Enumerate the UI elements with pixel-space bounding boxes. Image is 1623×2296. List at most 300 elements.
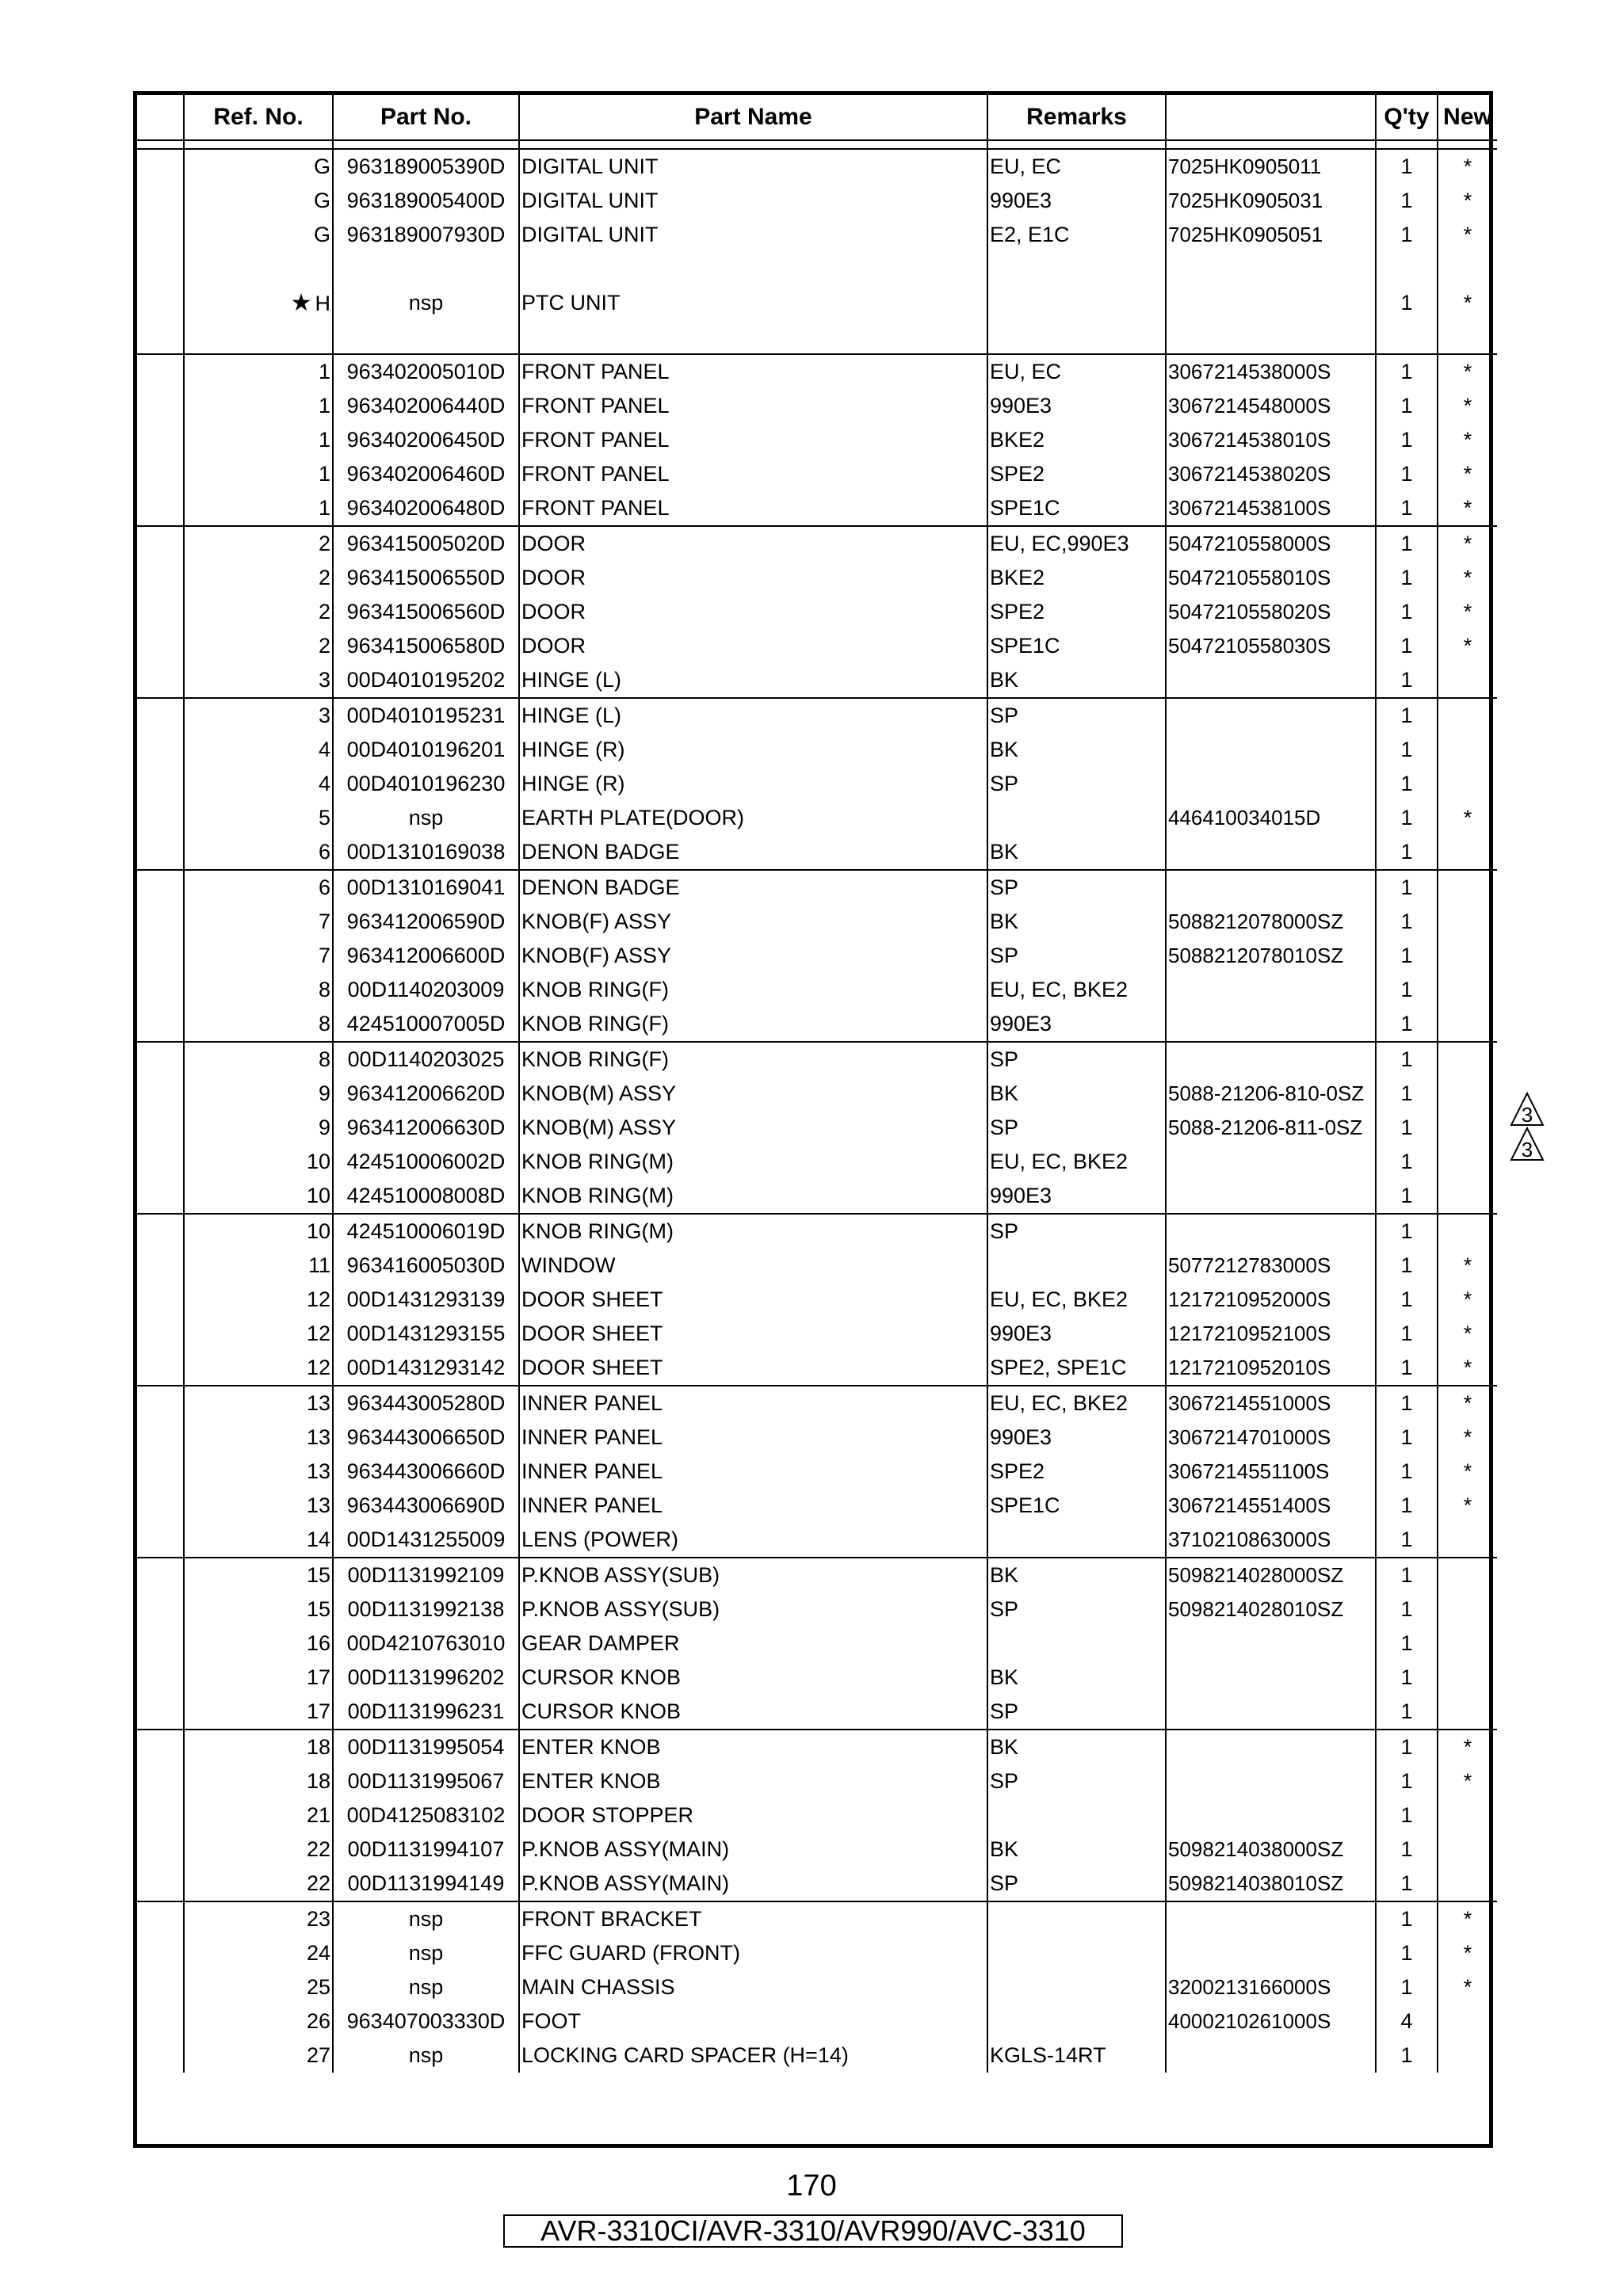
new-mark-cell	[1438, 1627, 1497, 1661]
part-name-cell: KNOB(M) ASSY	[519, 1111, 987, 1145]
ref-no-text: 1	[318, 360, 330, 383]
code-cell	[1166, 1764, 1376, 1798]
ref-no-cell	[184, 1179, 333, 1214]
row-blank-cell	[137, 1421, 184, 1455]
table-row	[137, 561, 1497, 595]
remarks-cell: EU, EC, BKE2	[987, 1145, 1166, 1179]
row-blank-cell	[137, 767, 184, 801]
part-name-cell: INNER PANEL	[519, 1455, 987, 1489]
row-blank-cell	[137, 1042, 184, 1077]
code-cell	[1166, 1214, 1376, 1249]
remarks-cell: EU, EC,990E3	[987, 526, 1166, 561]
remarks-cell: BK	[987, 835, 1166, 870]
table-body	[137, 149, 1497, 2073]
ref-no-text: G	[313, 223, 330, 246]
new-mark-cell: *	[1438, 354, 1497, 389]
new-mark-cell	[1438, 2004, 1497, 2039]
ref-no-text: 12	[306, 1287, 330, 1311]
remarks-cell: EU, EC, BKE2	[987, 973, 1166, 1007]
part-number-cell: 963412006620D	[333, 1077, 519, 1111]
part-number-cell: 00D1431293139	[333, 1283, 519, 1317]
table-row	[137, 218, 1497, 252]
table-row	[137, 1214, 1497, 1249]
part-number-cell: 963415006580D	[333, 629, 519, 663]
row-blank-cell	[137, 1798, 184, 1833]
ref-no-cell	[184, 149, 333, 184]
ref-no-text: 2	[318, 532, 330, 555]
table-row	[137, 1523, 1497, 1558]
part-name-cell: FRONT PANEL	[519, 354, 987, 389]
remarks-cell	[987, 1523, 1166, 1558]
ref-no-text: 14	[306, 1527, 330, 1551]
table-row	[137, 870, 1497, 905]
row-blank-cell	[137, 2039, 184, 2073]
qty-cell: 1	[1376, 526, 1438, 561]
ref-no-cell	[184, 1007, 333, 1042]
ref-no-cell	[184, 870, 333, 905]
remarks-cell: BK	[987, 733, 1166, 767]
row-blank-cell	[137, 1179, 184, 1214]
ref-no-cell	[184, 595, 333, 629]
new-mark-cell: *	[1463, 462, 1472, 486]
revision-triangle-icon	[1511, 1128, 1543, 1161]
part-name-cell: DIGITAL UNIT	[519, 218, 987, 252]
ref-no-text: 3	[318, 668, 330, 692]
table-row	[137, 526, 1497, 561]
part-name-cell: ENTER KNOB	[519, 1730, 987, 1764]
ref-no-text: 12	[306, 1322, 330, 1345]
part-number-cell: nsp	[333, 2039, 519, 2073]
qty-cell: 1	[1376, 1764, 1438, 1798]
code-cell	[1166, 973, 1376, 1007]
new-mark-cell: *	[1463, 1253, 1472, 1277]
table-row	[137, 1042, 1497, 1077]
row-blank-cell	[137, 939, 184, 973]
part-number-cell: 424510007005D	[333, 1007, 519, 1042]
part-name-cell: EARTH PLATE(DOOR)	[519, 801, 987, 835]
part-number-cell: nsp	[333, 1970, 519, 2004]
qty-cell: 1	[1376, 801, 1438, 835]
ref-no-cell	[184, 2004, 333, 2039]
qty-cell: 1	[1376, 1592, 1438, 1627]
table-row	[137, 252, 1497, 354]
ref-no-text: 9	[318, 1116, 330, 1139]
table-row	[137, 2004, 1497, 2039]
new-mark-cell: *	[1463, 1356, 1472, 1379]
code-cell	[1166, 663, 1376, 698]
new-mark-cell: *	[1463, 1425, 1472, 1449]
part-number-cell: 00D1131994149	[333, 1867, 519, 1901]
table-row	[137, 491, 1497, 526]
part-number-cell: 00D1131996202	[333, 1661, 519, 1695]
code-cell: 5088-21206-810-0SZ	[1166, 1077, 1376, 1111]
ref-no-cell	[184, 1283, 333, 1317]
part-number-cell: 00D1131992109	[333, 1558, 519, 1592]
new-mark-cell: *	[1463, 223, 1472, 246]
ref-no-cell	[184, 698, 333, 733]
ref-no-cell	[184, 389, 333, 423]
ref-no-cell	[184, 526, 333, 561]
remarks-cell: SP	[987, 1042, 1166, 1077]
new-mark-cell: *	[1463, 1941, 1472, 1965]
ref-no-text: 10	[306, 1219, 330, 1243]
new-mark-cell	[1438, 1111, 1497, 1145]
qty-cell: 1	[1376, 905, 1438, 939]
new-mark-cell: *	[1463, 1287, 1472, 1311]
part-name-cell: INNER PANEL	[519, 1489, 987, 1523]
part-name-cell: DOOR SHEET	[519, 1283, 987, 1317]
qty-cell: 1	[1376, 1867, 1438, 1901]
code-cell	[1166, 767, 1376, 801]
row-blank-cell	[137, 1661, 184, 1695]
new-mark-cell: *	[1463, 1322, 1472, 1345]
row-blank-cell	[137, 1351, 184, 1386]
remarks-cell: SP	[987, 870, 1166, 905]
part-name-cell: FRONT BRACKET	[519, 1901, 987, 1936]
new-mark-cell	[1438, 1867, 1497, 1901]
part-name-cell: KNOB RING(F)	[519, 973, 987, 1007]
remarks-cell: 990E3	[987, 1179, 1166, 1214]
new-mark-cell	[1438, 973, 1497, 1007]
table-row	[137, 1730, 1497, 1764]
new-mark-cell	[1438, 1592, 1497, 1627]
table-row	[137, 1249, 1497, 1283]
header-qty: Q'ty	[1376, 95, 1438, 140]
code-cell: 3067214538020S	[1166, 457, 1376, 491]
part-number-cell: nsp	[333, 252, 519, 354]
table-row	[137, 2039, 1497, 2073]
code-cell: 5047210558030S	[1166, 629, 1376, 663]
remarks-cell: BK	[987, 905, 1166, 939]
row-blank-cell	[137, 354, 184, 389]
code-cell	[1166, 1901, 1376, 1936]
table-row	[137, 939, 1497, 973]
part-number-cell: 00D4010195231	[333, 698, 519, 733]
part-name-cell: FRONT PANEL	[519, 423, 987, 457]
model-name-box: AVR-3310CI/AVR-3310/AVR990/AVC-3310	[503, 2214, 1123, 2248]
table-row	[137, 1867, 1497, 1901]
row-blank-cell	[137, 1695, 184, 1730]
qty-cell: 1	[1376, 870, 1438, 905]
qty-cell: 1	[1376, 973, 1438, 1007]
part-name-cell: DOOR STOPPER	[519, 1798, 987, 1833]
row-blank-cell	[137, 905, 184, 939]
part-number-cell: 963402006440D	[333, 389, 519, 423]
part-name-cell: KNOB RING(M)	[519, 1179, 987, 1214]
row-blank-cell	[137, 1249, 184, 1283]
revision-triangle-icon	[1511, 1093, 1543, 1127]
ref-no-text: 9	[318, 1081, 330, 1105]
row-blank-cell	[137, 2004, 184, 2039]
part-name-cell: KNOB RING(F)	[519, 1007, 987, 1042]
code-cell: 1217210952100S	[1166, 1317, 1376, 1351]
part-number-cell: 424510006002D	[333, 1145, 519, 1179]
remarks-cell: BK	[987, 1077, 1166, 1111]
ref-no-text: 17	[306, 1665, 330, 1689]
qty-cell: 1	[1376, 1901, 1438, 1936]
remarks-cell: SPE2, SPE1C	[987, 1351, 1166, 1386]
new-mark-cell: *	[1438, 1386, 1497, 1421]
new-mark-cell: *	[1463, 1493, 1472, 1517]
remarks-cell: SP	[987, 1214, 1166, 1249]
part-number-cell: 00D1140203009	[333, 973, 519, 1007]
ref-no-cell	[184, 1523, 333, 1558]
table-row	[137, 835, 1497, 870]
ref-no-text: 10	[306, 1184, 330, 1207]
remarks-cell: EU, EC, BKE2	[987, 1386, 1166, 1421]
qty-cell: 1	[1376, 1455, 1438, 1489]
ref-no-text: 13	[306, 1391, 330, 1415]
header-part-no: Part No.	[333, 95, 519, 140]
part-name-cell: DOOR	[519, 561, 987, 595]
part-name-cell: P.KNOB ASSY(SUB)	[519, 1592, 987, 1627]
part-number-cell: 963402006480D	[333, 491, 519, 526]
code-cell	[1166, 733, 1376, 767]
remarks-cell: SP	[987, 1695, 1166, 1730]
table-header-row	[137, 95, 1497, 140]
remarks-cell: E2, E1C	[987, 218, 1166, 252]
ref-no-cell	[184, 1214, 333, 1249]
part-name-cell: P.KNOB ASSY(MAIN)	[519, 1833, 987, 1867]
new-mark-cell	[1438, 870, 1497, 905]
new-mark-cell	[1438, 905, 1497, 939]
row-blank-cell	[137, 1730, 184, 1764]
safety-star-icon: ★	[290, 289, 312, 316]
remarks-cell: 990E3	[987, 389, 1166, 423]
ref-no-cell	[184, 801, 333, 835]
ref-no-text: 4	[318, 772, 330, 795]
ref-no-text: 1	[318, 462, 330, 486]
qty-cell: 1	[1376, 1007, 1438, 1042]
part-number-cell: 00D1431293155	[333, 1317, 519, 1351]
part-number-cell: 00D1131992138	[333, 1592, 519, 1627]
table-row	[137, 1145, 1497, 1179]
ref-no-text: 2	[318, 634, 330, 658]
row-blank-cell	[137, 1970, 184, 2004]
ref-no-cell	[184, 1077, 333, 1111]
code-cell	[1166, 870, 1376, 905]
qty-cell: 1	[1376, 698, 1438, 733]
ref-no-text: G	[313, 189, 330, 212]
page-number: 170	[786, 2169, 837, 2203]
ref-no-text: 7	[318, 910, 330, 933]
remarks-cell: BKE2	[987, 423, 1166, 457]
code-cell: 3067214551400S	[1166, 1489, 1376, 1523]
table-row	[137, 1077, 1497, 1111]
code-cell: 7025HK0905031	[1166, 184, 1376, 218]
part-number-cell: 963412006600D	[333, 939, 519, 973]
part-number-cell: 963189005400D	[333, 184, 519, 218]
qty-cell: 1	[1376, 1214, 1438, 1249]
part-number-cell: 963402006460D	[333, 457, 519, 491]
code-cell: 5098214028010SZ	[1166, 1592, 1376, 1627]
ref-no-text: 7	[318, 944, 330, 967]
qty-cell: 1	[1376, 1145, 1438, 1179]
remarks-cell: BK	[987, 1730, 1166, 1764]
new-mark-cell	[1438, 767, 1497, 801]
remarks-cell: SPE2	[987, 1455, 1166, 1489]
remarks-cell: BKE2	[987, 561, 1166, 595]
ref-no-cell	[184, 733, 333, 767]
qty-cell: 1	[1376, 1833, 1438, 1867]
new-mark-cell	[1438, 1042, 1497, 1077]
ref-no-text: 4	[318, 738, 330, 761]
table-row	[137, 1592, 1497, 1627]
ref-no-text: 2	[318, 566, 330, 589]
table-row	[137, 389, 1497, 423]
new-mark-cell	[1438, 733, 1497, 767]
row-blank-cell	[137, 1317, 184, 1351]
part-name-cell: GEAR DAMPER	[519, 1627, 987, 1661]
ref-no-cell	[184, 1764, 333, 1798]
part-number-cell: 00D1310169041	[333, 870, 519, 905]
part-name-cell: DOOR	[519, 595, 987, 629]
part-name-cell: P.KNOB ASSY(SUB)	[519, 1558, 987, 1592]
part-number-cell: 00D1131994107	[333, 1833, 519, 1867]
row-blank-cell	[137, 1592, 184, 1627]
code-cell: 5098214028000SZ	[1166, 1558, 1376, 1592]
ref-no-cell	[184, 561, 333, 595]
row-blank-cell	[137, 1867, 184, 1901]
part-number-cell: 00D1310169038	[333, 835, 519, 870]
qty-cell: 1	[1376, 1317, 1438, 1351]
code-cell: 7025HK0905011	[1166, 149, 1376, 184]
code-cell	[1166, 1042, 1376, 1077]
row-blank-cell	[137, 252, 184, 354]
code-cell: 3067214548000S	[1166, 389, 1376, 423]
new-mark-cell	[1438, 1833, 1497, 1867]
ref-no-cell	[184, 1627, 333, 1661]
ref-no-text: 16	[306, 1631, 330, 1655]
remarks-cell: SPE1C	[987, 491, 1166, 526]
header-spacer-row	[137, 140, 1497, 149]
qty-cell: 1	[1376, 1042, 1438, 1077]
code-cell: 3710210863000S	[1166, 1523, 1376, 1558]
row-blank-cell	[137, 1111, 184, 1145]
part-number-cell: 00D1431293142	[333, 1351, 519, 1386]
code-cell: 5088212078000SZ	[1166, 905, 1376, 939]
part-number-cell: 963189005390D	[333, 149, 519, 184]
row-blank-cell	[137, 1489, 184, 1523]
row-blank-cell	[137, 1283, 184, 1317]
table-row	[137, 905, 1497, 939]
part-number-cell: 963415006550D	[333, 561, 519, 595]
part-number-cell: nsp	[333, 801, 519, 835]
remarks-cell: 990E3	[987, 1007, 1166, 1042]
part-number-cell: 00D1140203025	[333, 1042, 519, 1077]
new-mark-cell	[1438, 1007, 1497, 1042]
part-number-cell: 00D1131995054	[333, 1730, 519, 1764]
table-row	[137, 629, 1497, 663]
part-name-cell: HINGE (L)	[519, 663, 987, 698]
qty-cell: 4	[1376, 2004, 1438, 2039]
qty-cell: 1	[1376, 1627, 1438, 1661]
ref-no-text: 1	[318, 428, 330, 452]
part-number-cell: 00D1131995067	[333, 1764, 519, 1798]
row-blank-cell	[137, 1145, 184, 1179]
qty-cell: 1	[1376, 1111, 1438, 1145]
remarks-cell	[987, 1627, 1166, 1661]
row-blank-cell	[137, 595, 184, 629]
part-number-cell: 00D4125083102	[333, 1798, 519, 1833]
row-blank-cell	[137, 973, 184, 1007]
qty-cell: 1	[1376, 423, 1438, 457]
ref-no-cell	[184, 905, 333, 939]
new-mark-cell: *	[1463, 496, 1472, 520]
new-mark-cell: *	[1438, 1730, 1497, 1764]
table-row	[137, 1936, 1497, 1970]
part-name-cell: CURSOR KNOB	[519, 1661, 987, 1695]
header-code	[1166, 95, 1376, 140]
ref-no-cell	[184, 1833, 333, 1867]
table-row	[137, 1283, 1497, 1317]
ref-no-text: 26	[306, 2009, 330, 2033]
part-number-cell: 963443006690D	[333, 1489, 519, 1523]
ref-no-cell	[184, 1558, 333, 1592]
qty-cell: 1	[1376, 561, 1438, 595]
ref-no-cell	[184, 252, 333, 354]
ref-no-text: 6	[318, 840, 330, 864]
ref-no-cell	[184, 1936, 333, 1970]
row-blank-cell	[137, 218, 184, 252]
row-blank-cell	[137, 1523, 184, 1558]
row-blank-cell	[137, 1077, 184, 1111]
code-cell	[1166, 1145, 1376, 1179]
row-blank-cell	[137, 1833, 184, 1867]
ref-no-cell	[184, 1592, 333, 1627]
qty-cell: 1	[1376, 1730, 1438, 1764]
code-cell: 5047210558020S	[1166, 595, 1376, 629]
row-blank-cell	[137, 663, 184, 698]
revision-marks	[1510, 1092, 1545, 1163]
row-blank-cell	[137, 1214, 184, 1249]
part-number-cell: 963402005010D	[333, 354, 519, 389]
ref-no-text: 21	[306, 1803, 330, 1827]
qty-cell: 1	[1376, 457, 1438, 491]
table-row	[137, 973, 1497, 1007]
part-number-cell: 963443006650D	[333, 1421, 519, 1455]
ref-no-text: H	[315, 291, 330, 315]
table-row	[137, 1351, 1497, 1386]
part-number-cell: nsp	[333, 1936, 519, 1970]
part-number-cell: 00D4210763010	[333, 1627, 519, 1661]
remarks-cell: BK	[987, 663, 1166, 698]
qty-cell: 1	[1376, 1936, 1438, 1970]
qty-cell: 1	[1376, 629, 1438, 663]
row-blank-cell	[137, 733, 184, 767]
ref-no-text: 22	[306, 1837, 330, 1861]
part-number-cell: nsp	[333, 1901, 519, 1936]
part-name-cell: P.KNOB ASSY(MAIN)	[519, 1867, 987, 1901]
part-number-cell: 00D4010196230	[333, 767, 519, 801]
remarks-cell	[987, 1970, 1166, 2004]
ref-no-cell	[184, 457, 333, 491]
new-mark-cell: *	[1463, 428, 1472, 452]
qty-cell: 1	[1376, 1351, 1438, 1386]
qty-cell: 1	[1376, 1421, 1438, 1455]
new-mark-cell	[1438, 698, 1497, 733]
row-blank-cell	[137, 801, 184, 835]
new-mark-cell	[1438, 1558, 1497, 1592]
table-row	[137, 1111, 1497, 1145]
ref-no-cell	[184, 1145, 333, 1179]
qty-cell: 1	[1376, 1558, 1438, 1592]
table-row	[137, 1317, 1497, 1351]
code-cell: 3067214701000S	[1166, 1421, 1376, 1455]
code-cell: 5098214038010SZ	[1166, 1867, 1376, 1901]
row-blank-cell	[137, 526, 184, 561]
part-name-cell: CURSOR KNOB	[519, 1695, 987, 1730]
